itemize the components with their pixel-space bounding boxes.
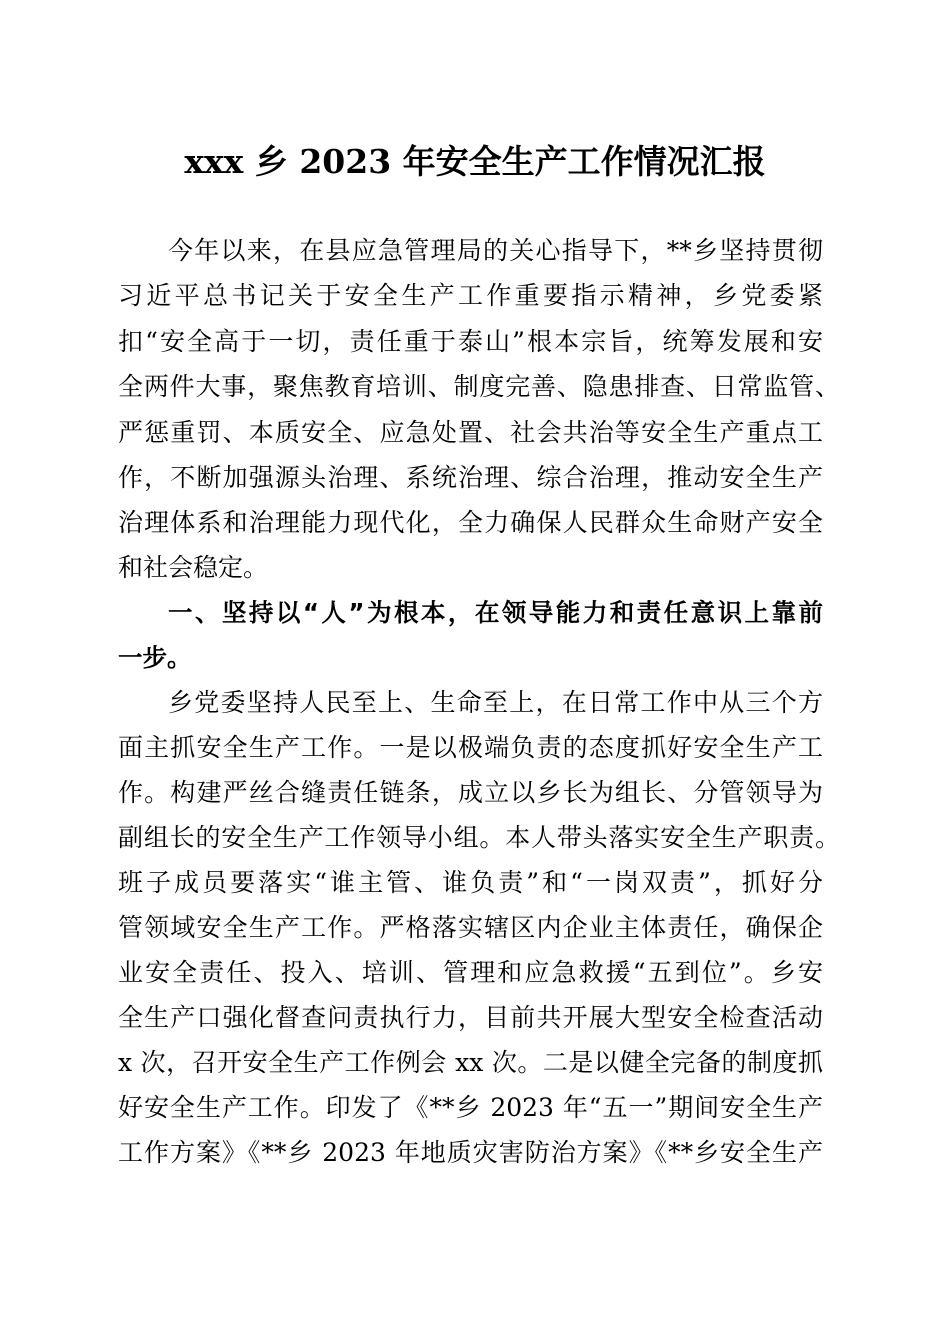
intro-line-7: 治理体系和治理能力现代化，全力确保人民群众生命财产安全 (118, 508, 823, 537)
section1-body-line-11: 工作方案》《**乡 2023 年地质灾害防治方案》《**乡安全生产 (118, 1138, 823, 1167)
intro-line-6: 作，不断加强源头治理、系统治理、综合治理，推动安全生产 (118, 463, 823, 492)
section1-body-line-5: 班子成员要落实“谁主管、谁负责”和“一岗双责”，抓好分 (118, 868, 823, 897)
section1-body-line-2: 面主抓安全生产工作。一是以极端负责的态度抓好安全生产工 (118, 733, 823, 762)
intro-line-1: 今年以来，在县应急管理局的关心指导下，**乡坚持贯彻 (168, 236, 823, 265)
section1-body-line-7: 业安全责任、投入、培训、管理和应急救援“五到位”。乡安 (118, 958, 823, 987)
section1-body-line-8: 全生产口强化督查问责执行力，目前共开展大型安全检查活动 (118, 1003, 823, 1032)
section1-body-line-10: 好安全生产工作。印发了《**乡 2023 年“五一”期间安全生产 (118, 1093, 823, 1122)
document-title: xxx 乡 2023 年安全生产工作情况汇报 (184, 142, 766, 181)
section1-heading-line-2: 一步。 (118, 643, 192, 672)
section1-body-line-4: 副组长的安全生产工作领导小组。本人带头落实安全生产职责。 (118, 823, 840, 852)
intro-line-8: 和社会稳定。 (118, 553, 269, 582)
intro-line-5: 严惩重罚、本质安全、应急处置、社会共治等安全生产重点工 (118, 418, 823, 447)
section1-body-line-3: 作。构建严丝合缝责任链条，成立以乡长为组长、分管领导为 (118, 778, 823, 807)
section1-body-line-1: 乡党委坚持人民至上、生命至上，在日常工作中从三个方 (168, 688, 823, 717)
section1-heading-line-1: 一、坚持以“人”为根本，在领导能力和责任意识上靠前 (168, 598, 823, 627)
section1-body-line-6: 管领域安全生产工作。严格落实辖区内企业主体责任，确保企 (118, 913, 823, 942)
intro-line-3: 扣“安全高于一切，责任重于泰山”根本宗旨，统筹发展和安 (118, 327, 823, 356)
intro-line-2: 习近平总书记关于安全生产工作重要指示精神，乡党委紧 (118, 281, 823, 310)
intro-line-4: 全两件大事，聚焦教育培训、制度完善、隐患排查、日常监管、 (118, 372, 840, 401)
section1-body-line-9: x 次，召开安全生产工作例会 xx 次。二是以健全完备的制度抓 (118, 1048, 823, 1077)
